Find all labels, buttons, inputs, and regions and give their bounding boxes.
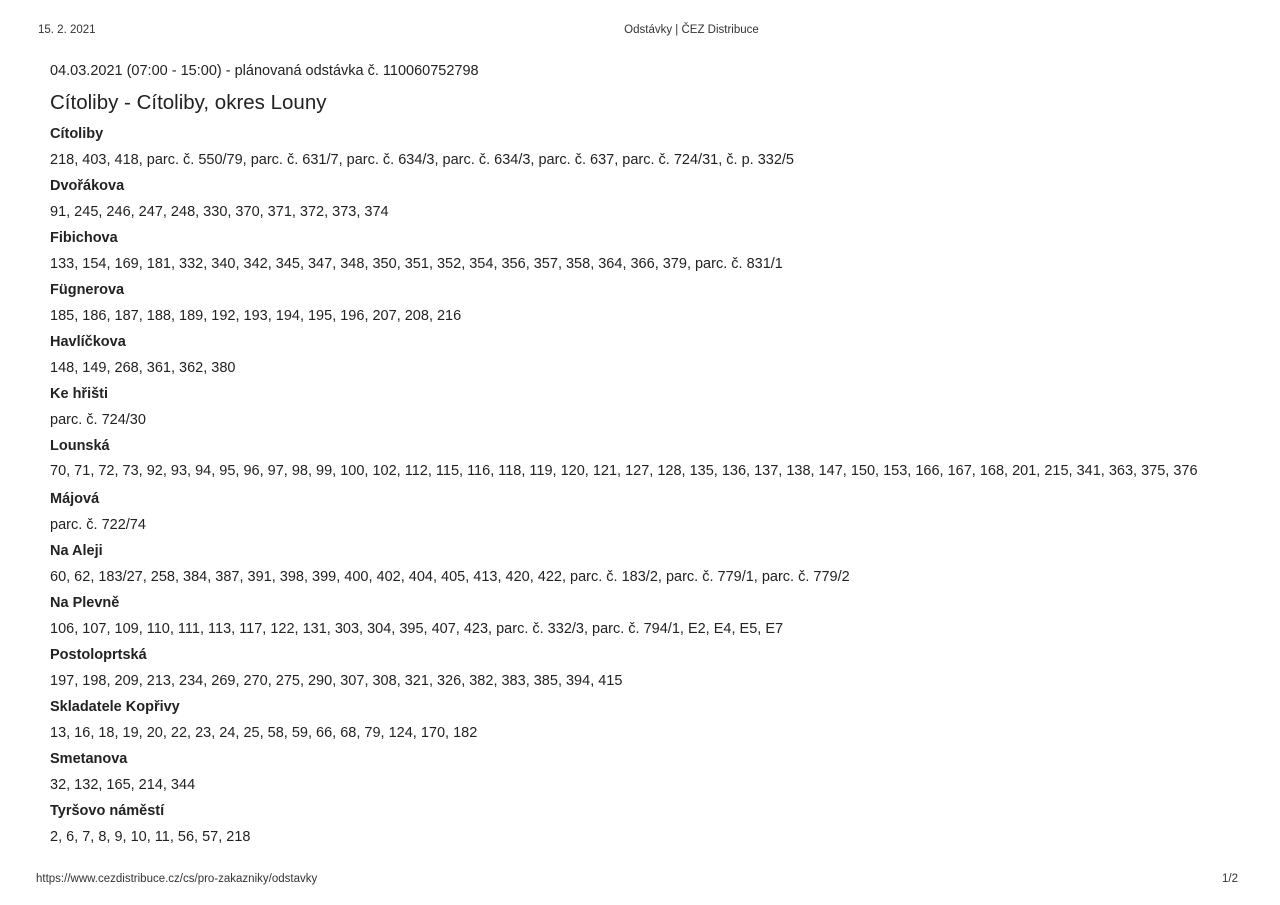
street-name: Havlíčkova bbox=[50, 334, 126, 350]
outage-summary: 04.03.2021 (07:00 - 15:00) - plánovaná odstávka č. 110060752798 bbox=[50, 63, 479, 79]
street-item bbox=[50, 225, 1240, 277]
location-title: Cítoliby - Cítoliby, okres Louny bbox=[50, 91, 327, 114]
street-house-numbers: 32, 132, 165, 214, 344 bbox=[50, 777, 196, 793]
street-name: Májová bbox=[50, 491, 100, 507]
print-header bbox=[0, 24, 1280, 40]
outage-content bbox=[50, 61, 1240, 850]
street-name: Na Aleji bbox=[50, 543, 103, 559]
street-house-numbers: parc. č. 724/30 bbox=[50, 412, 146, 428]
street-name: Smetanova bbox=[50, 751, 128, 767]
street-item bbox=[50, 486, 1240, 538]
print-footer bbox=[0, 873, 1280, 889]
street-name: Na Plevně bbox=[50, 595, 120, 611]
street-item bbox=[50, 746, 1240, 798]
street-list bbox=[50, 121, 1240, 850]
street-house-numbers: 13, 16, 18, 19, 20, 22, 23, 24, 25, 58, 59, 66, 68, 79, 124, 170, 182 bbox=[50, 725, 478, 741]
street-name: Tyršovo náměstí bbox=[50, 803, 165, 819]
street-item bbox=[50, 694, 1240, 746]
street-name: Fibichova bbox=[50, 230, 118, 246]
street-name: Skladatele Kopřivy bbox=[50, 699, 180, 715]
street-house-numbers: parc. č. 722/74 bbox=[50, 517, 146, 533]
page-number: 1/2 bbox=[1222, 873, 1238, 885]
street-item bbox=[50, 121, 1240, 173]
street-item bbox=[50, 277, 1240, 329]
print-title: Odstávky | ČEZ Distribuce bbox=[624, 24, 759, 36]
street-name: Dvořákova bbox=[50, 178, 125, 194]
street-house-numbers: 197, 198, 209, 213, 234, 269, 270, 275, 290, 307, 308, 321, 326, 382, 383, 385, 394, 415 bbox=[50, 673, 623, 689]
street-house-numbers: 185, 186, 187, 188, 189, 192, 193, 194, 195, 196, 207, 208, 216 bbox=[50, 308, 462, 324]
street-item bbox=[50, 798, 1240, 850]
street-house-numbers: 91, 245, 246, 247, 248, 330, 370, 371, 372, 373, 374 bbox=[50, 204, 389, 220]
street-house-numbers: 60, 62, 183/27, 258, 384, 387, 391, 398, 399, 400, 402, 404, 405, 413, 420, 422, parc. č. 183/2, parc. č. 779/1, parc. č. 779/2 bbox=[50, 569, 850, 585]
street-name: Postoloprtská bbox=[50, 647, 147, 663]
street-house-numbers: 70, 71, 72, 73, 92, 93, 94, 95, 96, 97, 98, 99, 100, 102, 112, 115, 116, 118, 119, 120, 121, 127, 128, 135, 136, 137, 138, 147, 150, 153, 166, 167, 168, 201, 215, 341, 363, 375, 376 bbox=[50, 463, 1198, 479]
street-item bbox=[50, 433, 1240, 486]
street-house-numbers: 2, 6, 7, 8, 9, 10, 11, 56, 57, 218 bbox=[50, 829, 251, 845]
street-house-numbers: 218, 403, 418, parc. č. 550/79, parc. č. 631/7, parc. č. 634/3, parc. č. 634/3, parc. č. 637, parc. č. 724/31, č. p. 332/5 bbox=[50, 152, 794, 168]
street-item bbox=[50, 329, 1240, 381]
street-item bbox=[50, 590, 1240, 642]
street-item bbox=[50, 173, 1240, 225]
street-item bbox=[50, 381, 1240, 433]
street-item bbox=[50, 642, 1240, 694]
street-house-numbers: 133, 154, 169, 181, 332, 340, 342, 345, 347, 348, 350, 351, 352, 354, 356, 357, 358, 364, 366, 379, parc. č. 831/1 bbox=[50, 256, 783, 272]
street-name: Ke hřišti bbox=[50, 386, 109, 402]
street-house-numbers: 106, 107, 109, 110, 111, 113, 117, 122, 131, 303, 304, 395, 407, 423, parc. č. 332/3, parc. č. 794/1, E2, E4, E5, E7 bbox=[50, 621, 784, 637]
street-name: Fügnerova bbox=[50, 282, 125, 298]
street-name: Cítoliby bbox=[50, 126, 104, 142]
street-item bbox=[50, 538, 1240, 590]
print-date: 15. 2. 2021 bbox=[38, 24, 96, 36]
street-name: Lounská bbox=[50, 438, 110, 454]
print-url: https://www.cezdistribuce.cz/cs/pro-zakazniky/odstavky bbox=[36, 873, 318, 885]
street-house-numbers: 148, 149, 268, 361, 362, 380 bbox=[50, 360, 236, 376]
